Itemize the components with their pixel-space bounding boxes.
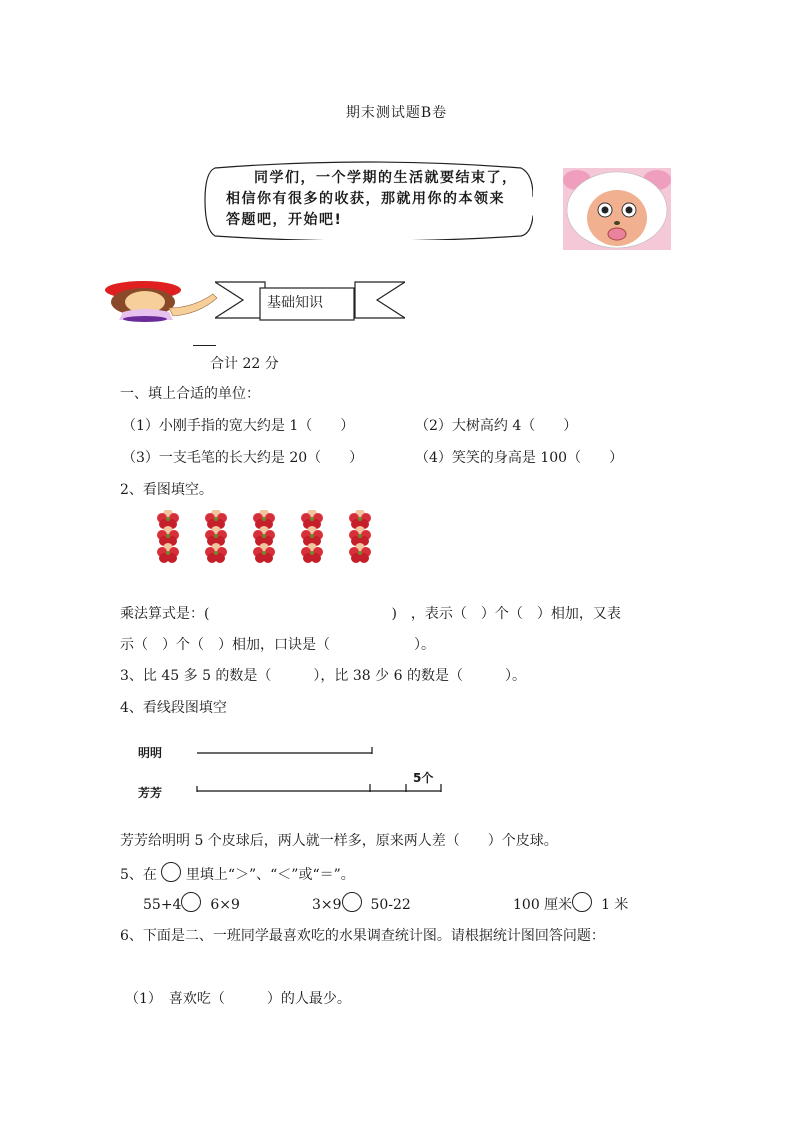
segment-label-mingming: 明明	[138, 746, 163, 760]
q6-heading: 6、下面是二、一班同学最喜欢吃的水果调查统计图。请根据统计图回答问题：	[120, 928, 605, 944]
score-underline	[193, 345, 216, 346]
q1-heading: 一、填上合适的单位：	[120, 386, 260, 402]
section-banner-label: 基础知识	[267, 295, 323, 311]
comparison-1: 55+4 6×9	[143, 892, 240, 913]
line-segment-diagram	[130, 738, 450, 803]
q3-text: 3、比 45 多 5 的数是（ ），比 38 少 6 的数是（ ）。	[120, 668, 526, 684]
q2-line-1: 乘法算式是：( ) ，表示（ ）个（ ）相加，又表	[120, 606, 621, 622]
comparison-3-circle[interactable]	[572, 892, 592, 912]
q4-heading: 4、看线段图填空	[120, 700, 227, 716]
q1-item-4: （4）笑笑的身高是 100（ ）	[415, 450, 624, 466]
segment-label-fangfang: 芳芳	[138, 786, 163, 800]
q4-question: 芳芳给明明 5 个皮球后，两人就一样多，原来两人差（ ）个皮球。	[120, 833, 558, 849]
q2-heading: 2、看图填空。	[120, 482, 213, 498]
girl-character-image	[103, 280, 221, 322]
comparison-2: 3×9 50-22	[312, 892, 411, 913]
score-total: 合计 22 分	[210, 356, 279, 372]
comparison-3: 100 厘米 1 米	[513, 892, 628, 914]
q1-item-1: （1）小刚手指的宽大约是 1（ ）	[122, 418, 355, 434]
page-title: 期末测试题B卷	[345, 105, 448, 121]
q1-item-3: （3）一支毛笔的长大约是 20（ ）	[122, 450, 364, 466]
sheep-character-image	[563, 168, 671, 250]
q6-sub-1: （1） 喜欢吃（ ）的人最少。	[125, 991, 351, 1007]
answer-circle-icon	[161, 862, 181, 882]
speech-bubble-text: 同学们，一个学期的生活就要结束了， 相信你有很多的收获，那就用你的本领来 答题吧，开始吧!	[226, 170, 518, 228]
comparison-1-circle[interactable]	[181, 892, 201, 912]
comparison-2-circle[interactable]	[342, 892, 362, 912]
flowers-image	[155, 510, 380, 570]
q2-line-2: 示（ ）个（ ）相加，口诀是（ ）。	[120, 637, 435, 653]
segment-note: 5个	[413, 771, 434, 785]
q5-heading: 5、在 里填上“＞”、“＜”或“＝”。	[120, 862, 355, 884]
q1-item-2: （2）大树高约 4（ ）	[415, 418, 578, 434]
